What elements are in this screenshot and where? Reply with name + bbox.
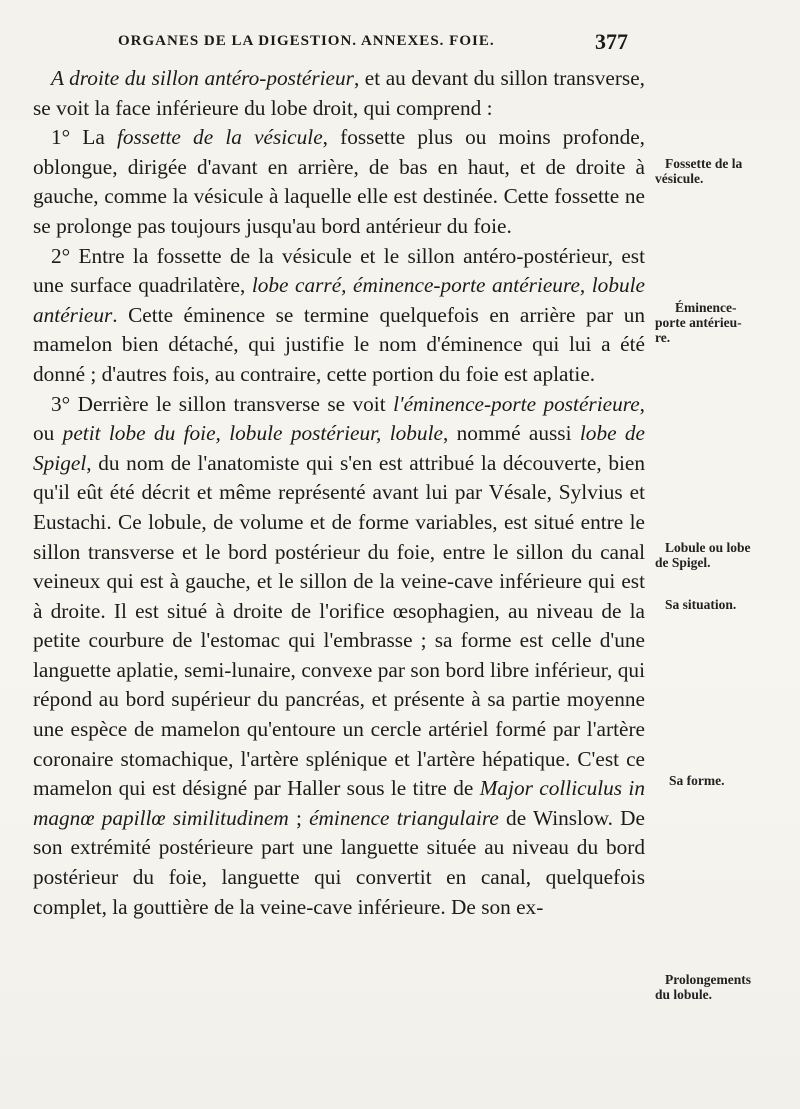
paragraph-lobe-carre (33, 242, 645, 390)
margin-note-line: Prolongements (665, 972, 751, 987)
page-number: 377 (595, 29, 628, 54)
italic-run: Major colliculus in magnœ papillœ similitudinem (33, 776, 645, 830)
margin-note-line: Lobule ou lobe (665, 540, 751, 555)
italic-run: l'éminence-porte postérieure (393, 391, 640, 416)
paragraph-spigel (33, 390, 645, 923)
margin-note-line: re. (655, 330, 671, 345)
margin-note-lobule (655, 540, 795, 570)
margin-note-line: vésicule. (655, 171, 704, 186)
margin-note-situation (655, 597, 795, 612)
text-run: , nommé aussi (442, 421, 580, 446)
margin-note-line: Fossette de la (665, 156, 743, 171)
margin-note-line: Éminence- (675, 300, 737, 315)
margin-note-fossette (655, 156, 795, 186)
text-run: 2° Entre la fossette de la vésicule et le sillon antéro-postérieur, est une surface quadrilatère, (33, 243, 645, 298)
text-run: , du nom de l'anatomiste qui s'en est attribué la découverte, bien qu'il eût été décrit et même représenté avant lui par Vésale, Sylvius et Eustachi. Ce lobule, de volume et de forme variables, est situé entre le sillon transverse et le bord postérieur du foie, entre le sillon du canal veineux qui est à gauche, et le sillon de la veine-cave inférieure qui est à droite. Il est situé à droite de l'orifice œsophagien, au niveau de la petite courbure de l'estomac qui l'embrasse ; sa forme est celle d'une languette aplatie, semi-lunaire, convexe par son bord libre inférieur, qui répond au bord supérieur du pancréas, et présente à sa partie moyenne une espèce de mamelon qu'entoure un cercle artériel formé par l'artère coronaire stomachique, l'artère splénique et l'artère hépatique. C'est ce mamelon qui est désigné par Haller sous le titre de (33, 450, 645, 801)
text-run: de Winslow. De son extrémité postérieure part une languette située au niveau du bord postérieur du foie, languette qui convertit en canal, quelquefois complet, la gouttière de la veine-cave inférieure. De son ex- (33, 805, 645, 919)
text-run: , ou (33, 391, 645, 446)
italic-run: fossette de la vésicule (116, 125, 323, 150)
margin-note-forme (655, 773, 795, 788)
text-run: , et au devant du sillon transverse, se voit la face inférieure du lobe droit, qui comprend : (33, 66, 645, 120)
running-header: ORGANES DE LA DIGESTION. ANNEXES. FOIE. (118, 33, 495, 49)
text-run: 3° Derrière le sillon transverse se voit (51, 391, 394, 416)
margin-note-line: Sa situation. (665, 597, 737, 612)
margin-note-line: porte antérieu- (655, 315, 742, 330)
text-run: 1° La (51, 125, 117, 150)
italic-run: petit lobe du foie, lobule postérieur, lobule (62, 421, 443, 446)
text-run: , fossette plus ou moins profonde, oblongue, dirigée d'avant en arrière, de bas en haut, et de droite à gauche, comme la vésicule à laquelle elle est destinée. Cette fossette ne se prolonge pas toujours jusqu'au bord antérieur du foie. (33, 125, 645, 238)
italic-run: lobe carré, éminence-porte antérieure, lobule antérieur (33, 273, 645, 327)
margin-note-line: de Spigel. (655, 555, 711, 570)
text-run: ; (288, 805, 310, 830)
italic-run: éminence triangulaire (309, 805, 499, 830)
text-run: . Cette éminence se termine quelquefois en arrière par un mamelon bien détaché, qui justifie le nom d'éminence qui lui a été donné ; d'autres fois, au contraire, cette portion du foie est aplatie. (33, 302, 645, 386)
margin-note-eminence (655, 300, 795, 345)
main-text-block (33, 64, 645, 922)
margin-note-prolongements (655, 972, 795, 1002)
italic-run: A droite du sillon antéro-postérieur (51, 66, 354, 90)
margin-note-line: Sa forme. (669, 773, 725, 788)
italic-run: lobe de Spigel (33, 421, 646, 475)
margin-note-line: du lobule. (655, 987, 713, 1002)
paragraph-fossette (33, 123, 645, 241)
paragraph-intro (33, 64, 645, 123)
